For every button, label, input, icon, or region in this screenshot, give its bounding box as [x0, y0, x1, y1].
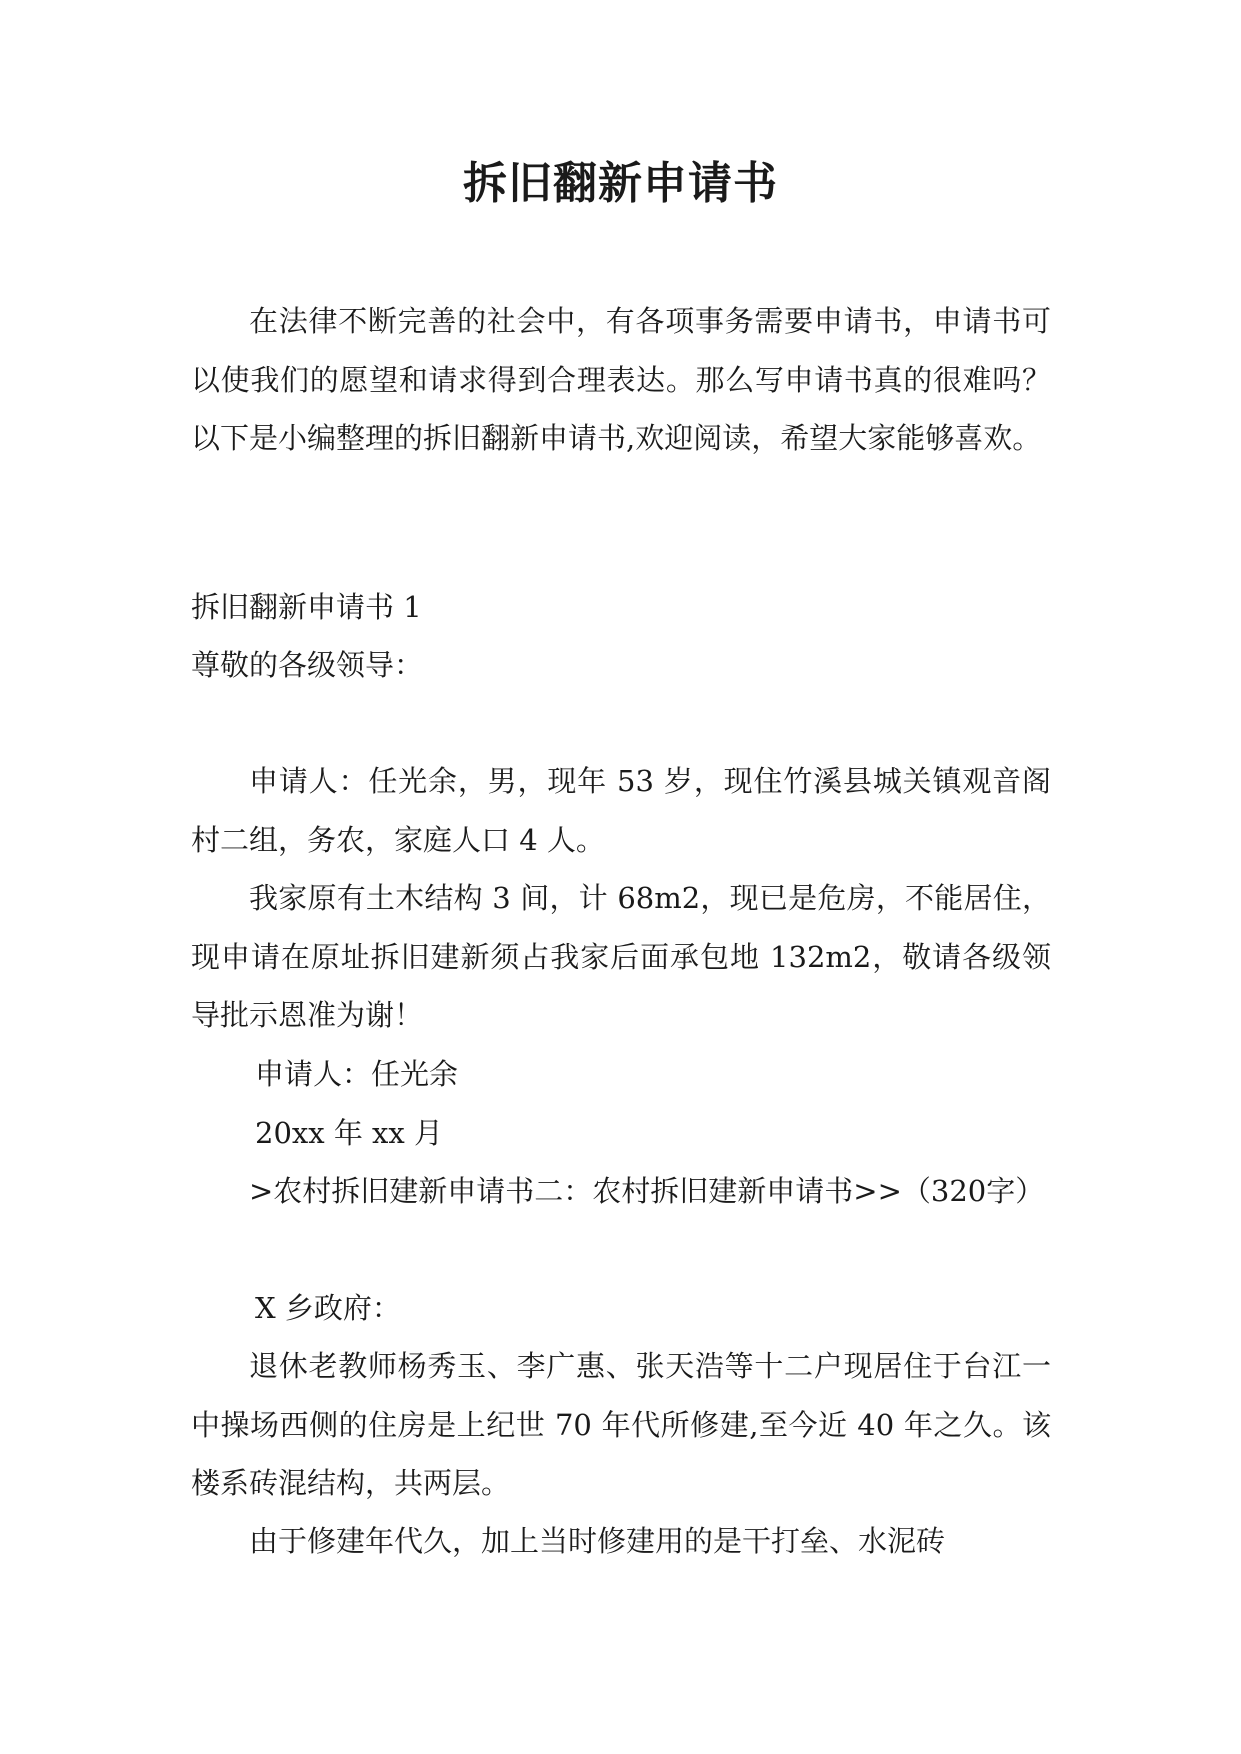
section-1-heading: 拆旧翻新申请书 1: [191, 590, 422, 624]
teachers-housing-paragraph: 退休老教师杨秀玉、李广惠、张天浩等十二户现居住于台江一中操场西侧的住房是上纪世 70 年代所修建,至今近 40 年之久。该楼系砖混结构，共两层。: [191, 1349, 1051, 1501]
document-title: 拆旧翻新申请书: [463, 158, 778, 209]
house-request-paragraph: 我家原有土木结构 3 间，计 68m2，现已是危房，不能居住，现申请在原址拆旧建新须占我家后面承包地 132m2，敬请各级领导批示恩准为谢！: [191, 881, 1051, 1033]
applicant-info-paragraph: 申请人：任光余，男，现年 53 岁，现住竹溪县城关镇观音阁村二组，务农，家庭人口 4 人。: [191, 764, 1051, 857]
applicant-signature: 申请人：任光余: [255, 1057, 459, 1091]
application-date: 20xx 年 xx 月: [255, 1116, 443, 1150]
intro-paragraph: 在法律不断完善的社会中，有各项事务需要申请书，申请书可以使我们的愿望和请求得到合理表达。那么写申请书真的很难吗？以下是小编整理的拆旧翻新申请书,欢迎阅读，希望大家能够喜欢。: [191, 304, 1051, 456]
construction-reason-paragraph: 由于修建年代久，加上当时修建用的是干打垒、水泥砖: [249, 1524, 946, 1558]
related-article-link-line: >农村拆旧建新申请书二：农村拆旧建新申请书>>（320字）: [249, 1174, 1045, 1208]
section-1-salutation: 尊敬的各级领导：: [191, 648, 424, 682]
section-2-salutation: X 乡政府：: [255, 1291, 401, 1325]
